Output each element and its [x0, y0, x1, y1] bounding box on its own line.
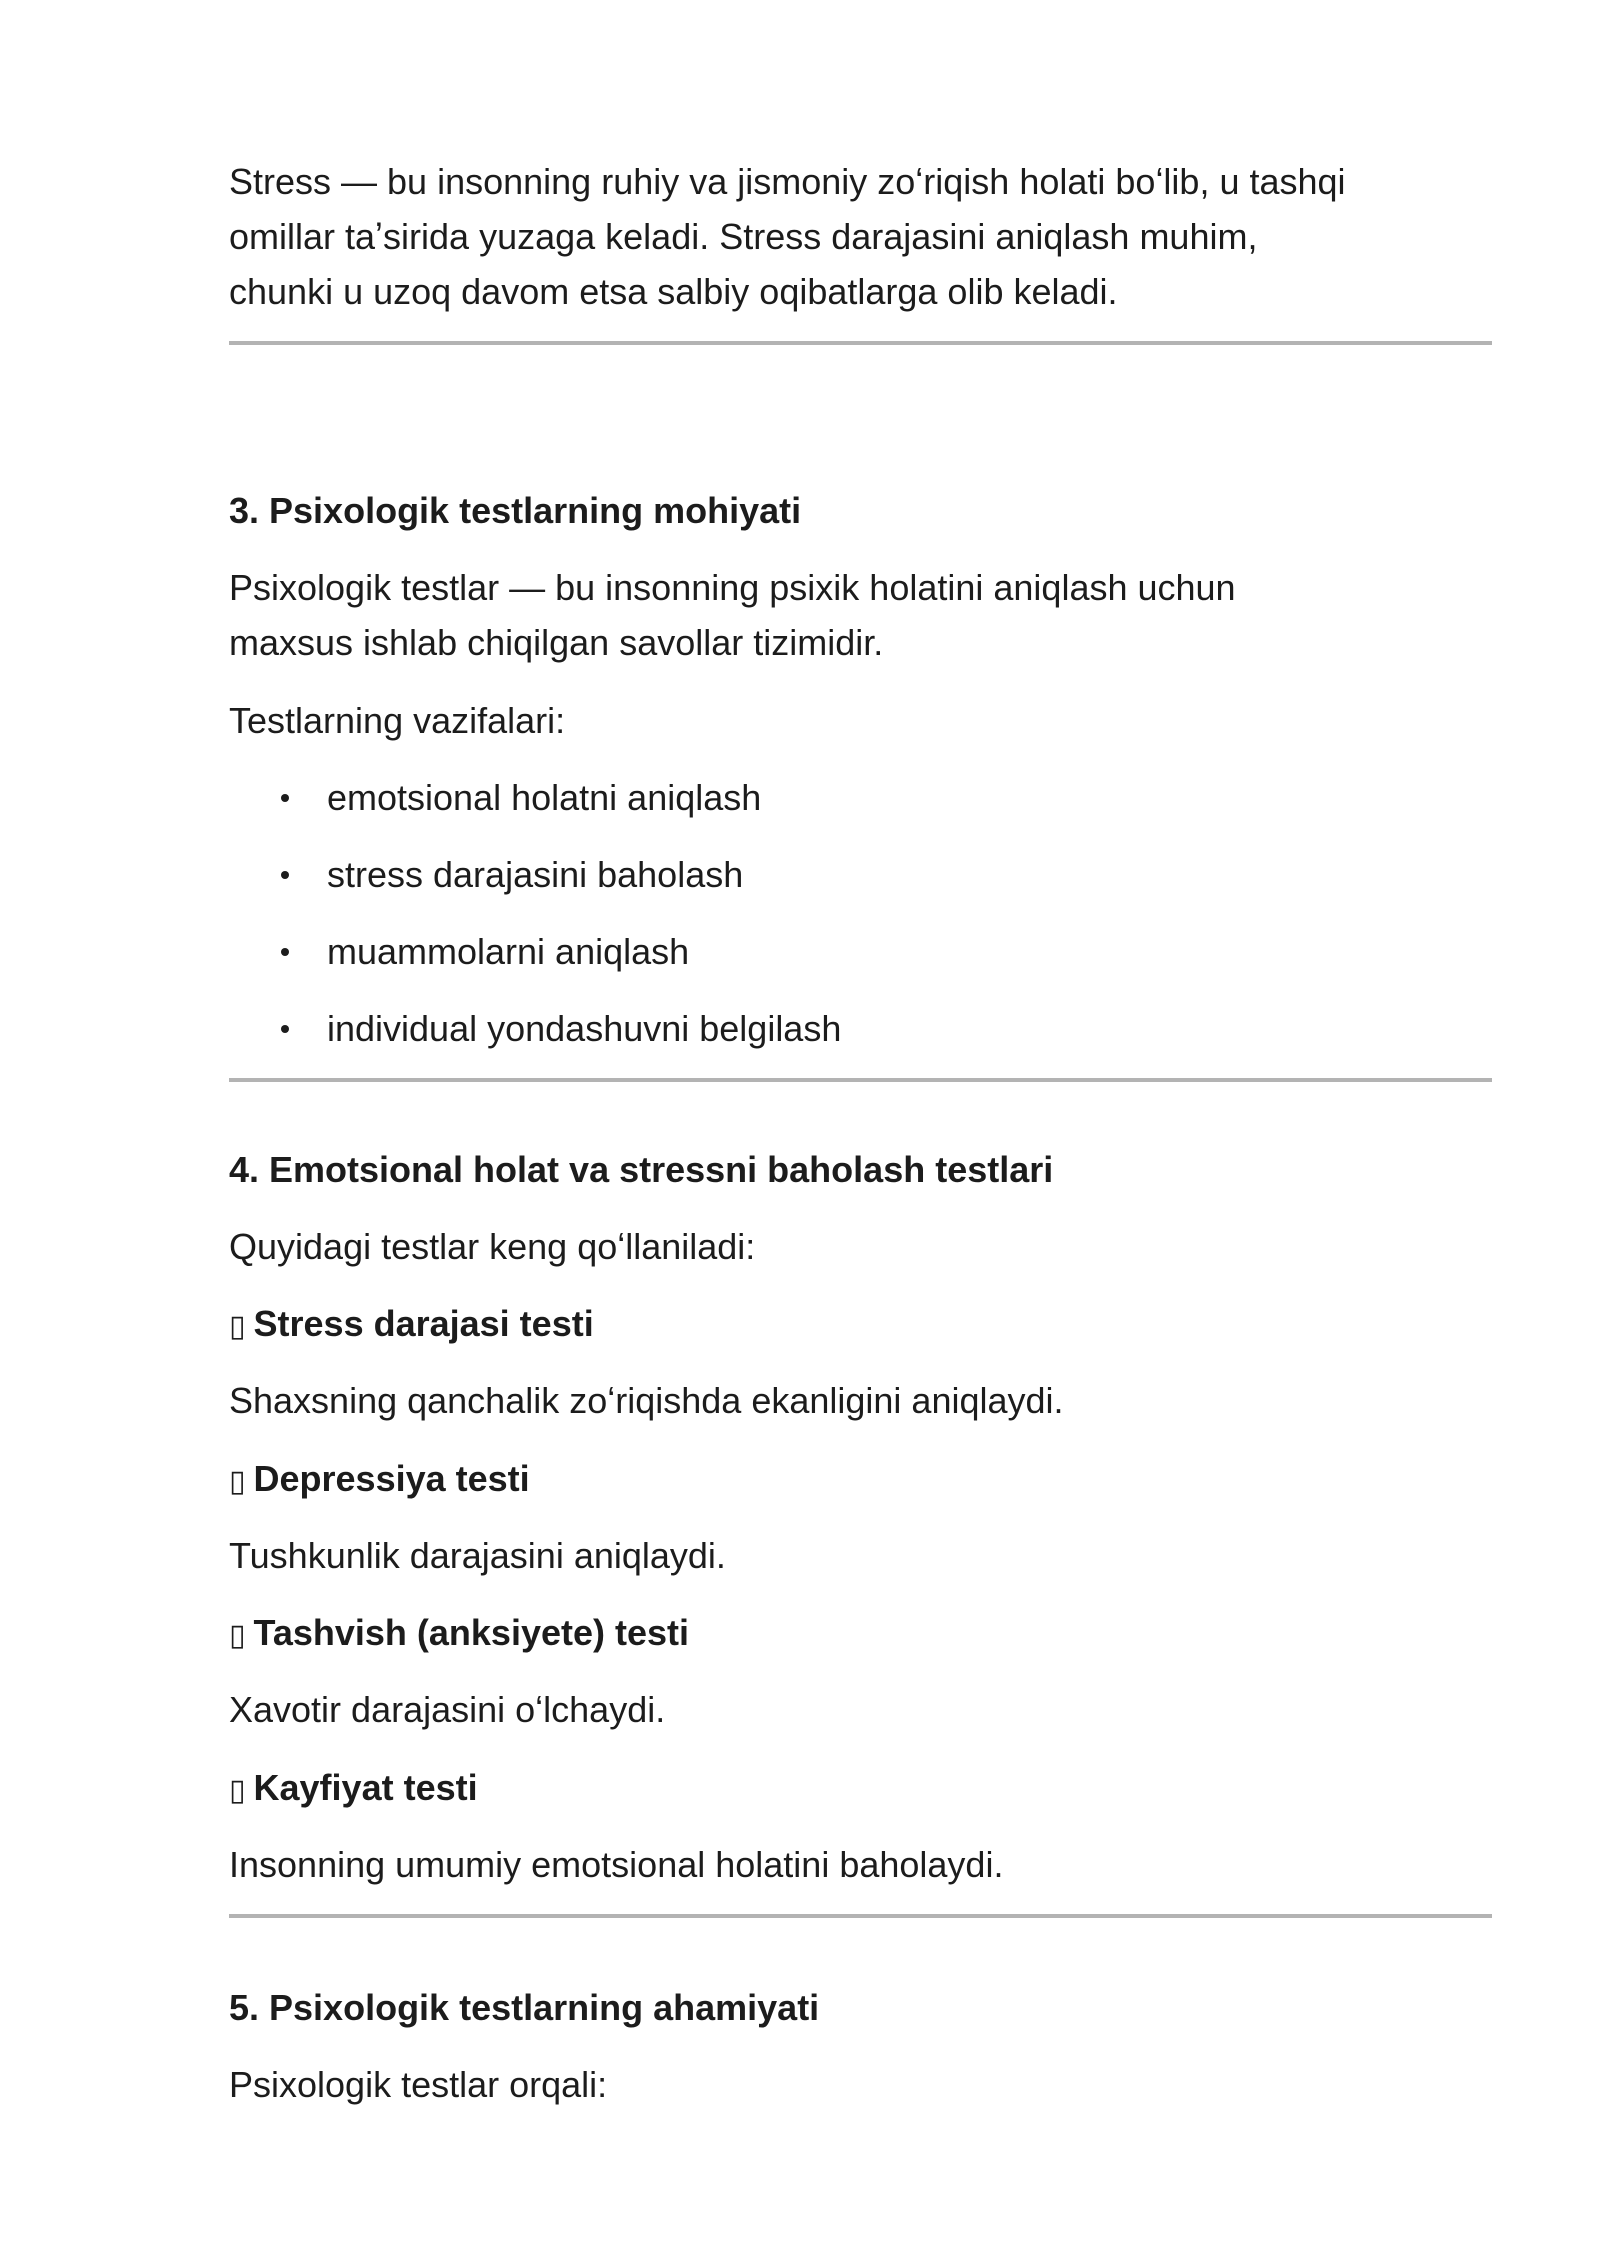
definition-line: maxsus ishlab chiqilgan savollar tizimidir.	[229, 622, 884, 663]
list-item-text: stress darajasini baholash	[327, 854, 744, 895]
tests-intro: Quyidagi testlar keng qoʻllaniladi:	[229, 1226, 756, 1267]
section-divider	[229, 1078, 1492, 1082]
tasks-list	[229, 770, 841, 1078]
bullet-icon	[281, 794, 289, 802]
section-4-heading: 4. Emotsional holat va stressni baholash testlari	[229, 1149, 1054, 1190]
test-title	[229, 1451, 1064, 1506]
list-item	[229, 847, 841, 902]
definition-line: Psixologik testlar — bu insonning psixik holatini aniqlash uchun	[229, 567, 1236, 608]
list-item-text: individual yondashuvni belgilash	[327, 1008, 842, 1049]
test-description: Tushkunlik darajasini aniqlaydi.	[229, 1535, 726, 1576]
missing-glyph-icon: ▯	[229, 1773, 246, 1808]
tasks-label: Testlarning vazifalari:	[229, 700, 566, 741]
test-title	[229, 1296, 1064, 1351]
test-name: Kayfiyat testi	[253, 1767, 478, 1808]
test-name: Stress darajasi testi	[253, 1303, 594, 1344]
test-name: Tashvish (anksiyete) testi	[253, 1612, 690, 1653]
list-item	[229, 770, 841, 825]
test-description: Xavotir darajasini oʻlchaydi.	[229, 1689, 666, 1730]
section-divider	[229, 1914, 1492, 1918]
section-5-intro: Psixologik testlar orqali:	[229, 2064, 608, 2105]
bullet-icon	[281, 948, 289, 956]
missing-glyph-icon: ▯	[229, 1618, 246, 1653]
section-5-heading: 5. Psixologik testlarning ahamiyati	[229, 1987, 820, 2028]
intro-line: omillar taʼsirida yuzaga keladi. Stress darajasini aniqlash muhim,	[229, 216, 1258, 257]
missing-glyph-icon: ▯	[229, 1309, 246, 1344]
intro-line: chunki u uzoq davom etsa salbiy oqibatlarga olib keladi.	[229, 271, 1118, 312]
test-name: Depressiya testi	[253, 1458, 530, 1499]
list-item-text: emotsional holatni aniqlash	[327, 777, 762, 818]
intro-line: Stress — bu insonning ruhiy va jismoniy zoʻriqish holati boʻlib, u tashqi	[229, 161, 1346, 202]
section-divider	[229, 341, 1492, 345]
bullet-icon	[281, 871, 289, 879]
list-item	[229, 1001, 841, 1056]
bullet-icon	[281, 1025, 289, 1033]
test-title	[229, 1760, 1064, 1815]
intro-paragraph	[229, 154, 1346, 319]
list-item	[229, 924, 841, 979]
test-title	[229, 1605, 1064, 1660]
test-description: Insonning umumiy emotsional holatini baholaydi.	[229, 1844, 1004, 1885]
test-description: Shaxsning qanchalik zoʻriqishda ekanligini aniqlaydi.	[229, 1380, 1064, 1421]
section-3-heading: 3. Psixologik testlarning mohiyati	[229, 490, 802, 531]
section-3-definition	[229, 560, 1236, 670]
missing-glyph-icon: ▯	[229, 1464, 246, 1499]
list-item-text: muammolarni aniqlash	[327, 931, 690, 972]
tests-list	[229, 1219, 1064, 1914]
